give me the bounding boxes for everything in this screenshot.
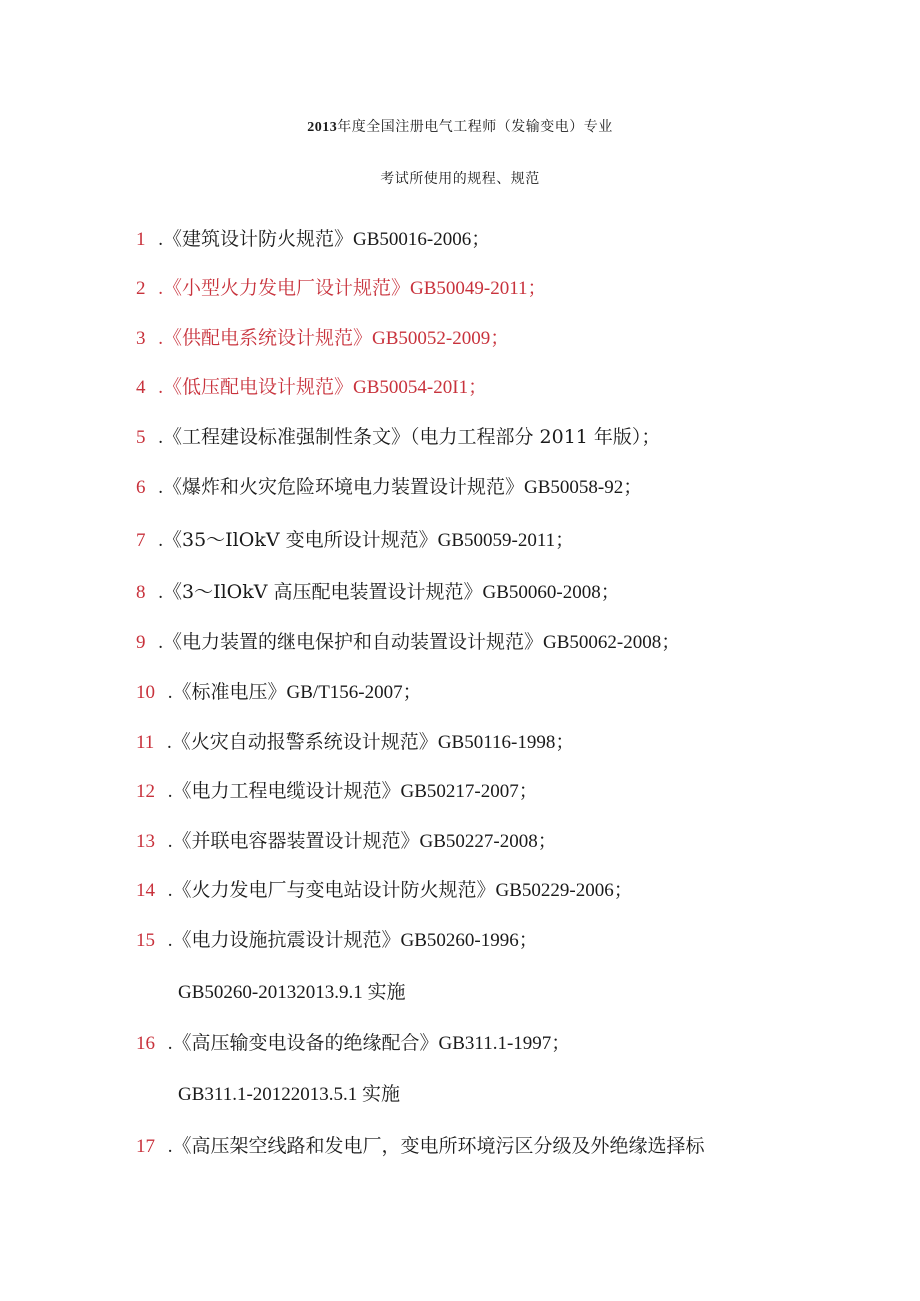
list-item-5: 5 .《工程建设标准强制性条文》（电力工程部分 2011 年版）； [136, 426, 661, 448]
document-title-line1 [0, 116, 920, 136]
list-item-8: 8 .《3～IlOkV 高压配电装置设计规范》GB50060-2008； [136, 581, 620, 603]
list-item-3: 3 .《供配电系统设计规范》GB50052-2009； [136, 327, 510, 349]
list-item-17: 17 .《高压架空线路和发电厂，变电所环境污区分级及外绝缘选择标 [136, 1135, 705, 1157]
list-item-13: 13 .《并联电容器装置设计规范》GB50227-2008； [136, 830, 557, 852]
list-item-12: 12 .《电力工程电缆设计规范》GB50217-2007； [136, 780, 538, 802]
title-year: 2013 [307, 120, 338, 135]
list-item-15: 15 .《电力设施抗震设计规范》GB50260-1996； [136, 929, 538, 951]
title-rest: 年度全国注册电气工程师（发输变电）专业 [337, 119, 613, 135]
list-item-10: 10 .《标准电压》GB/T156-2007； [136, 681, 422, 703]
list-item-11: 11 .《火灾自动报警系统设计规范》GB50116-1998； [136, 731, 575, 753]
list-item-1: 1 .《建筑设计防火规范》GB50016-2006； [136, 228, 491, 250]
list-item-15-note: GB50260-20132013.9.1 实施 [178, 982, 406, 1003]
document-title-line2: 考试所使用的规程、规范 [380, 171, 540, 187]
list-item-4: 4 .《低压配电设计规范》GB50054-20I1； [136, 376, 488, 398]
list-item-14: 14 .《火力发电厂与变电站设计防火规范》GB50229-2006； [136, 879, 633, 901]
list-item-9: 9 .《电力装置的继电保护和自动装置设计规范》GB50062-2008； [136, 631, 681, 653]
list-item-6: 6 .《爆炸和火灾危险环境电力装置设计规范》GB50058-92； [136, 476, 643, 498]
list-item-7: 7 .《35～IlOkV 变电所设计规范》GB50059-2011； [136, 529, 575, 551]
list-item-2: 2 .《小型火力发电厂设计规范》GB50049-2011； [136, 277, 547, 299]
list-item-16: 16 .《高压输变电设备的绝缘配合》GB311.1-1997； [136, 1032, 571, 1054]
list-item-16-note: GB311.1-20122013.5.1 实施 [178, 1084, 401, 1105]
